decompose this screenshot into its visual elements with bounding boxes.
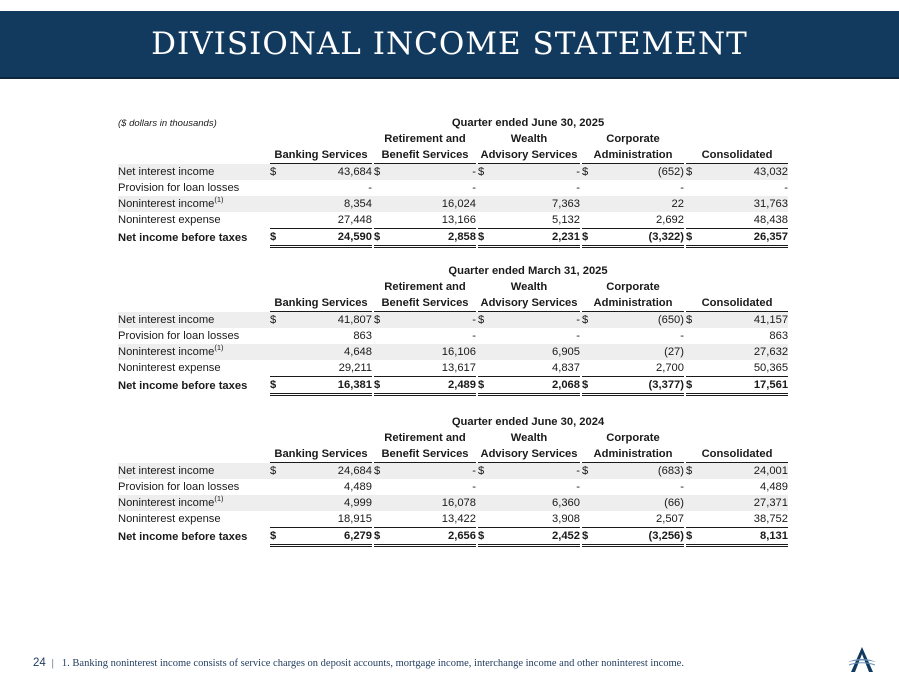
currency-symbol xyxy=(374,495,390,511)
cell-value: 48,438 xyxy=(753,214,788,226)
currency-symbol xyxy=(582,212,598,229)
cell-value: 4,999 xyxy=(286,495,372,511)
currency-symbol xyxy=(686,344,702,360)
currency-symbol xyxy=(270,479,286,495)
cell-value: - xyxy=(472,330,476,342)
cell-value: - xyxy=(680,182,684,194)
currency-symbol: $ xyxy=(478,377,494,395)
column-header-banking xyxy=(270,279,372,295)
currency-symbol: $ xyxy=(686,377,702,395)
footnote-ref: (1) xyxy=(214,343,224,352)
column-header-corporate: Corporate xyxy=(606,432,660,444)
currency-symbol xyxy=(374,180,390,196)
total-value: 2,231 xyxy=(494,229,580,247)
currency-symbol xyxy=(582,479,598,495)
currency-symbol xyxy=(270,196,286,212)
currency-symbol: $ xyxy=(686,312,702,329)
currency-symbol: $ xyxy=(374,528,390,546)
cell-value: 5,132 xyxy=(552,214,580,226)
cell-value: 4,489 xyxy=(344,481,372,493)
footer xyxy=(33,657,684,669)
column-header-consolidated xyxy=(686,279,788,295)
currency-symbol xyxy=(478,212,494,229)
currency-symbol xyxy=(374,360,390,377)
cell-value: 2,507 xyxy=(656,513,684,525)
currency-symbol xyxy=(478,360,494,377)
period-title: Quarter ended June 30, 2025 xyxy=(451,117,605,129)
currency-symbol xyxy=(582,180,598,196)
cell-value: - xyxy=(680,330,684,342)
column-header-wealth: Advisory Services xyxy=(478,446,580,463)
currency-symbol: $ xyxy=(270,377,286,395)
column-header-wealth: Wealth xyxy=(510,281,548,293)
cell-value: 50,365 xyxy=(753,362,789,374)
cell-value: 863 xyxy=(769,330,789,342)
cell-value: 13,422 xyxy=(441,513,476,525)
table-row xyxy=(118,312,788,329)
column-header-retirement: Retirement and xyxy=(384,133,466,145)
cell-value: 43,684 xyxy=(286,164,372,181)
currency-symbol xyxy=(270,328,286,344)
cell-value: 41,807 xyxy=(286,312,372,329)
footnote-ref: (1) xyxy=(214,195,224,204)
footer-separator: | xyxy=(51,657,54,669)
cell-value: 863 xyxy=(353,330,372,342)
column-header-corporate: Administration xyxy=(582,446,684,463)
column-header-consolidated: Consolidated xyxy=(686,446,788,463)
income-table-section xyxy=(118,414,788,547)
income-table xyxy=(118,263,788,396)
currency-symbol xyxy=(686,180,702,196)
column-header-wealth: Advisory Services xyxy=(478,147,580,164)
cell-value: - xyxy=(390,463,476,480)
cell-value: (652) xyxy=(598,164,684,181)
table-row xyxy=(118,212,788,229)
currency-symbol: $ xyxy=(478,312,494,329)
table-row xyxy=(118,328,788,344)
cell-value: 18,915 xyxy=(337,513,372,525)
cell-value: 2,692 xyxy=(656,214,684,226)
currency-symbol xyxy=(478,511,494,528)
currency-symbol: $ xyxy=(582,229,598,247)
table-row xyxy=(118,360,788,377)
currency-symbol: $ xyxy=(374,229,390,247)
cell-value: 41,157 xyxy=(702,312,788,329)
row-label: Net interest income xyxy=(118,312,268,329)
cell-value: 16,106 xyxy=(390,344,476,360)
cell-value: 27,448 xyxy=(337,214,372,226)
cell-value: 13,166 xyxy=(441,214,476,226)
cell-value: - xyxy=(576,182,580,194)
cell-value: 4,648 xyxy=(286,344,372,360)
column-header-consolidated xyxy=(686,430,788,446)
income-table-section xyxy=(118,263,789,396)
column-header-banking: Banking Services xyxy=(270,147,372,164)
currency-symbol xyxy=(270,212,286,229)
cell-value: 29,211 xyxy=(338,362,372,374)
page-title: DIVISIONAL INCOME STATEMENT xyxy=(151,26,748,62)
total-row xyxy=(118,229,788,247)
currency-symbol: $ xyxy=(582,377,598,395)
column-header-wealth: Wealth xyxy=(510,133,548,145)
cell-value: 4,837 xyxy=(552,362,580,374)
table-row xyxy=(118,463,788,480)
column-header-wealth: Wealth xyxy=(510,432,548,444)
cell-value: 16,078 xyxy=(390,495,476,511)
cell-value: 27,632 xyxy=(702,344,788,360)
total-value: 17,561 xyxy=(702,377,788,395)
currency-symbol xyxy=(478,180,494,196)
currency-symbol xyxy=(374,196,390,212)
currency-symbol xyxy=(582,328,598,344)
cell-value: 27,371 xyxy=(702,495,788,511)
cell-value: 38,752 xyxy=(753,513,788,525)
row-label: Provision for loan losses xyxy=(118,481,240,493)
currency-symbol: $ xyxy=(270,164,286,181)
cell-value: 4,489 xyxy=(760,481,788,493)
cell-value: 16,024 xyxy=(390,196,476,212)
cell-value: 6,905 xyxy=(494,344,580,360)
cell-value: 2,700 xyxy=(656,362,684,374)
cell-value: - xyxy=(784,182,788,194)
column-header-banking: Banking Services xyxy=(270,295,372,312)
cell-value: 31,763 xyxy=(702,196,788,212)
column-header-corporate: Administration xyxy=(582,295,684,312)
total-value: 26,357 xyxy=(702,229,788,247)
currency-symbol: $ xyxy=(478,528,494,546)
cell-value: (650) xyxy=(598,312,684,329)
column-header-retirement: Benefit Services xyxy=(374,446,476,463)
income-table xyxy=(118,115,788,248)
total-value: (3,377) xyxy=(598,377,684,395)
cell-value: - xyxy=(494,164,580,181)
column-header-banking xyxy=(270,430,372,446)
cell-value: 22 xyxy=(598,196,684,212)
total-value: 2,656 xyxy=(390,528,476,546)
column-header-corporate: Administration xyxy=(582,147,684,164)
currency-symbol xyxy=(686,196,702,212)
currency-symbol: $ xyxy=(582,312,598,329)
currency-symbol xyxy=(686,212,702,229)
total-value: 16,381 xyxy=(286,377,372,395)
currency-symbol: $ xyxy=(686,528,702,546)
row-label: Noninterest income$^{(1)}$ xyxy=(118,495,268,511)
cell-value: - xyxy=(368,182,372,194)
currency-symbol xyxy=(374,344,390,360)
currency-symbol xyxy=(686,328,702,344)
total-label: Net income before taxes xyxy=(118,530,248,543)
column-header-consolidated: Consolidated xyxy=(686,147,788,164)
table-row xyxy=(118,180,788,196)
units-note xyxy=(118,414,268,430)
cell-value: (683) xyxy=(598,463,684,480)
currency-symbol: $ xyxy=(686,164,702,181)
table-row xyxy=(118,511,788,528)
cell-value: 43,032 xyxy=(702,164,788,181)
total-label: Net income before taxes xyxy=(118,379,248,392)
currency-symbol xyxy=(582,511,598,528)
table-row xyxy=(118,196,788,212)
currency-symbol: $ xyxy=(686,463,702,480)
total-label: Net income before taxes xyxy=(118,231,248,244)
currency-symbol xyxy=(582,196,598,212)
total-value: (3,256) xyxy=(598,528,684,546)
cell-value: - xyxy=(576,330,580,342)
currency-symbol xyxy=(686,360,702,377)
currency-symbol: $ xyxy=(582,528,598,546)
currency-symbol: $ xyxy=(270,229,286,247)
total-value: (3,322) xyxy=(598,229,684,247)
cell-value: - xyxy=(390,312,476,329)
table-row xyxy=(118,164,788,181)
footnote-text: 1. Banking noninterest income consists of service charges on deposit accounts, mortgage income, interchange income and other noninterest income. xyxy=(61,657,684,669)
currency-symbol: $ xyxy=(270,528,286,546)
currency-symbol xyxy=(270,511,286,528)
row-label: Noninterest expense xyxy=(118,362,221,375)
currency-symbol: $ xyxy=(374,312,390,329)
currency-symbol xyxy=(582,344,598,360)
column-header-banking xyxy=(270,131,372,147)
currency-symbol xyxy=(270,360,286,377)
cell-value: - xyxy=(390,164,476,181)
row-label: Net interest income xyxy=(118,164,268,181)
currency-symbol: $ xyxy=(686,229,702,247)
cell-value: 13,617 xyxy=(441,362,476,374)
column-header-retirement: Retirement and xyxy=(384,281,466,293)
cell-value: - xyxy=(472,481,476,493)
total-row xyxy=(118,528,788,546)
column-header-banking: Banking Services xyxy=(270,446,372,463)
total-value: 8,131 xyxy=(702,528,788,546)
currency-symbol: $ xyxy=(582,164,598,181)
row-label: Noninterest income$^{(1)}$ xyxy=(118,196,268,212)
total-value: 2,452 xyxy=(494,528,580,546)
page-number: 24 xyxy=(33,657,46,669)
currency-symbol: $ xyxy=(374,463,390,480)
currency-symbol xyxy=(478,196,494,212)
currency-symbol xyxy=(478,344,494,360)
title-banner xyxy=(0,11,899,79)
row-label: Net interest income xyxy=(118,463,268,480)
currency-symbol xyxy=(582,360,598,377)
cell-value: - xyxy=(680,481,684,493)
row-label: Noninterest expense xyxy=(118,513,221,526)
currency-symbol: $ xyxy=(374,164,390,181)
cell-value: (66) xyxy=(598,495,684,511)
footnote-ref: (1) xyxy=(214,494,224,503)
income-table-section xyxy=(118,115,788,248)
cell-value: - xyxy=(494,463,580,480)
currency-symbol: $ xyxy=(478,164,494,181)
currency-symbol xyxy=(270,495,286,511)
currency-symbol xyxy=(270,180,286,196)
column-header-wealth: Advisory Services xyxy=(478,295,580,312)
period-title: Quarter ended June 30, 2024 xyxy=(451,416,605,428)
currency-symbol: $ xyxy=(582,463,598,480)
income-table xyxy=(118,414,788,547)
currency-symbol xyxy=(478,495,494,511)
currency-symbol xyxy=(478,328,494,344)
column-header-corporate: Corporate xyxy=(606,281,660,293)
currency-symbol: $ xyxy=(270,463,286,480)
units-note xyxy=(118,263,268,279)
currency-symbol xyxy=(582,495,598,511)
column-header-retirement: Benefit Services xyxy=(374,147,476,164)
currency-symbol: $ xyxy=(478,229,494,247)
cell-value: 6,360 xyxy=(494,495,580,511)
cell-value: (27) xyxy=(598,344,684,360)
cell-value: - xyxy=(494,312,580,329)
currency-symbol: $ xyxy=(374,377,390,395)
total-value: 24,590 xyxy=(286,229,372,247)
table-row xyxy=(118,344,788,360)
cell-value: - xyxy=(472,182,476,194)
currency-symbol xyxy=(374,479,390,495)
row-label: Noninterest expense xyxy=(118,214,221,227)
cell-value: 7,363 xyxy=(494,196,580,212)
row-label: Noninterest income$^{(1)}$ xyxy=(118,344,268,360)
column-header-corporate: Corporate xyxy=(606,133,660,145)
total-value: 2,068 xyxy=(494,377,580,395)
total-value: 6,279 xyxy=(286,528,372,546)
cell-value: 24,001 xyxy=(702,463,788,480)
row-label: Provision for loan losses xyxy=(118,330,240,342)
currency-symbol xyxy=(374,511,390,528)
period-title: Quarter ended March 31, 2025 xyxy=(448,265,608,277)
currency-symbol xyxy=(270,344,286,360)
currency-symbol xyxy=(686,511,702,528)
total-value: 2,489 xyxy=(390,377,476,395)
cell-value: 24,684 xyxy=(286,463,372,480)
currency-symbol xyxy=(478,479,494,495)
currency-symbol xyxy=(374,212,390,229)
total-row xyxy=(118,377,788,395)
cell-value: - xyxy=(576,481,580,493)
currency-symbol xyxy=(374,328,390,344)
table-row xyxy=(118,495,788,511)
cell-value: 3,908 xyxy=(552,513,580,525)
column-header-consolidated xyxy=(686,131,788,147)
column-header-retirement: Benefit Services xyxy=(374,295,476,312)
currency-symbol: $ xyxy=(478,463,494,480)
currency-symbol xyxy=(686,479,702,495)
table-row xyxy=(118,479,788,495)
units-note: ($ dollars in thousands) xyxy=(118,117,217,129)
column-header-consolidated: Consolidated xyxy=(686,295,788,312)
currency-symbol xyxy=(686,495,702,511)
company-logo-a-icon xyxy=(846,645,878,675)
currency-symbol: $ xyxy=(270,312,286,329)
row-label: Provision for loan losses xyxy=(118,182,240,194)
total-value: 2,858 xyxy=(390,229,476,247)
column-header-retirement: Retirement and xyxy=(384,432,466,444)
cell-value: 8,354 xyxy=(286,196,372,212)
